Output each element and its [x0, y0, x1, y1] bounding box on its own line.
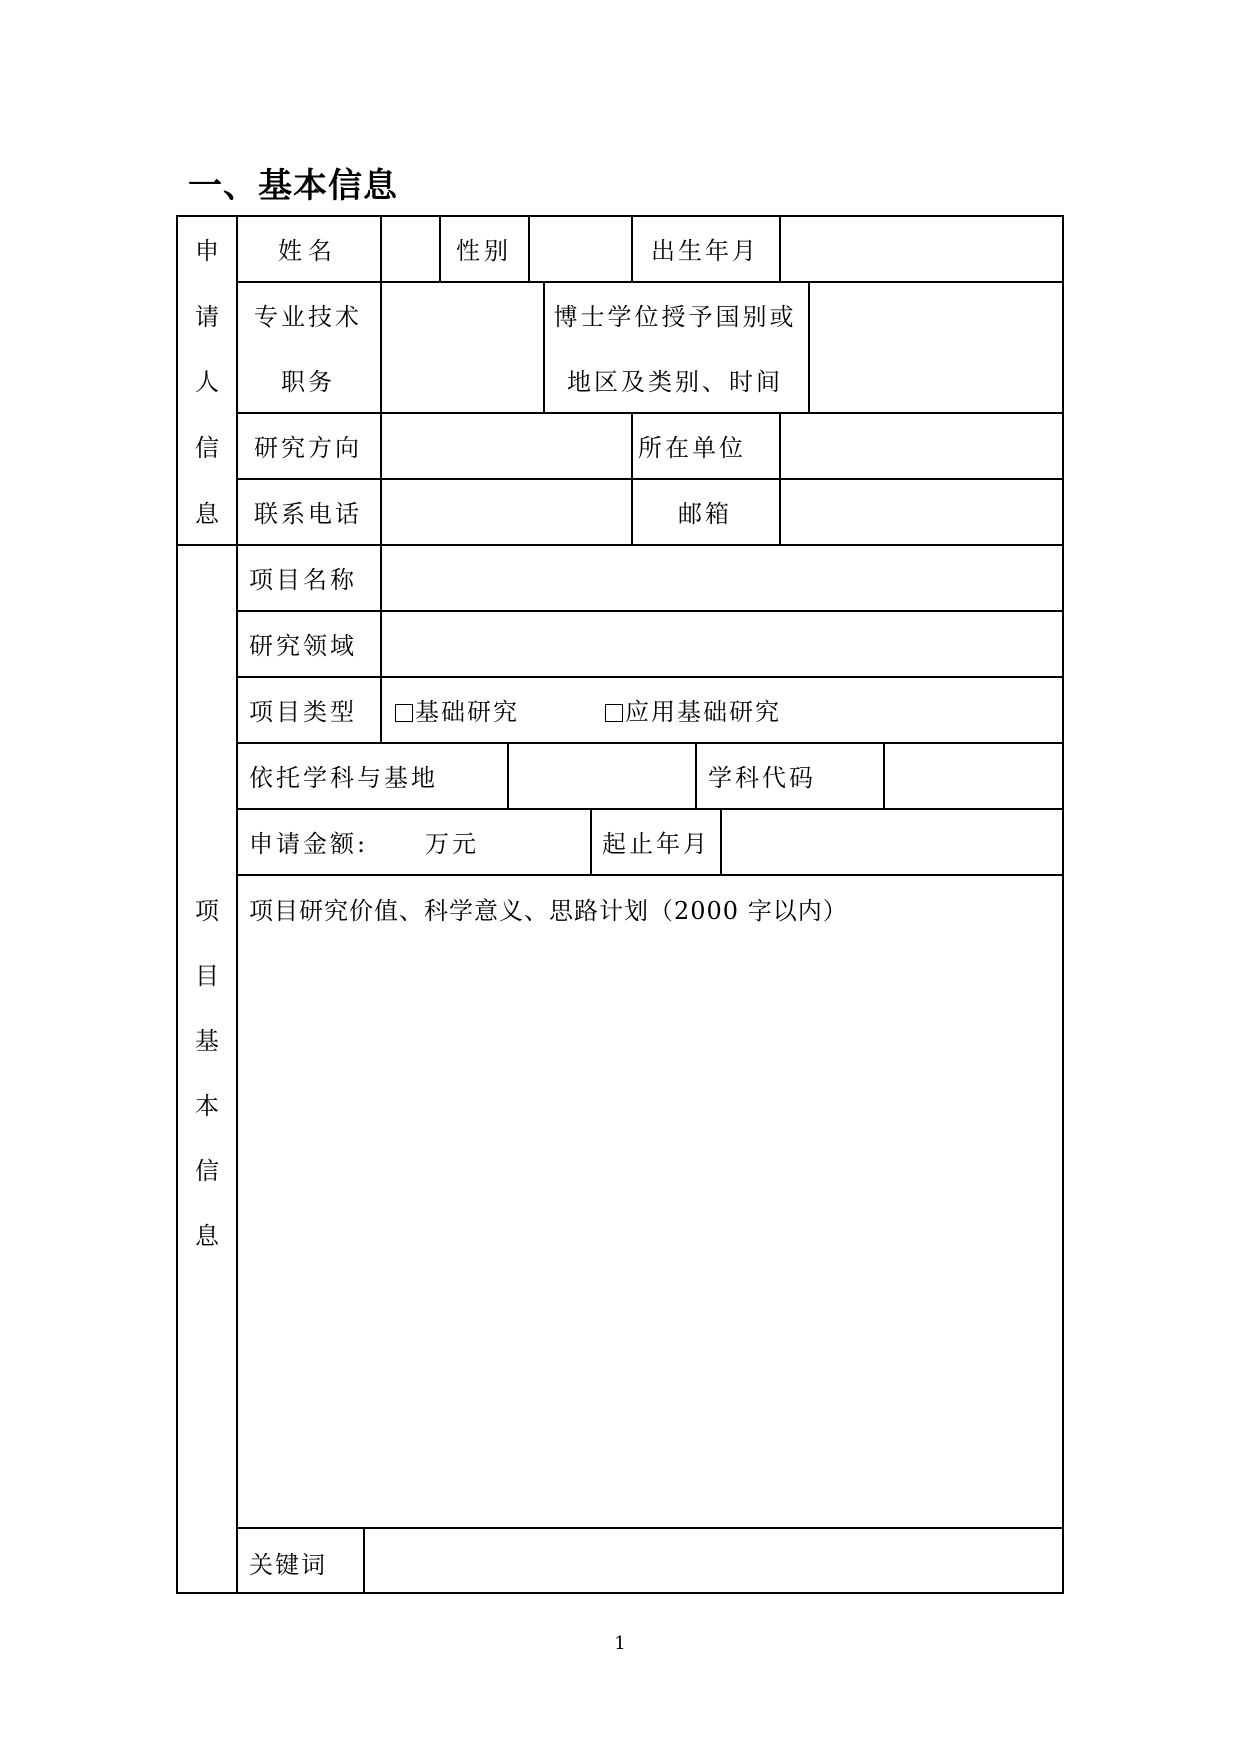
project-group-label-char: 信: [195, 1157, 219, 1185]
affiliation-field[interactable]: [781, 414, 1063, 477]
applicant-group-label-char: 申: [195, 237, 219, 265]
gender-label: 性别: [456, 237, 512, 265]
phone-field[interactable]: [382, 480, 630, 543]
name-label: 姓名: [278, 237, 338, 265]
affiliation-label: 所在单位: [638, 434, 746, 462]
discipline-code-field[interactable]: [885, 744, 1063, 807]
col-divider: [543, 281, 545, 412]
professional-title-field[interactable]: [382, 283, 542, 411]
phd-degree-field[interactable]: [810, 283, 1063, 411]
row-divider: [236, 676, 1064, 678]
row-divider: [236, 874, 1064, 876]
funding-unit-label: 万元: [425, 830, 479, 858]
keywords-label: 关键词: [249, 1551, 327, 1579]
research-direction-label: 研究方向: [254, 434, 362, 462]
discipline-code-label: 学科代码: [708, 764, 816, 792]
name-field[interactable]: [382, 219, 438, 281]
project-name-label: 项目名称: [249, 566, 357, 594]
col-divider: [631, 217, 633, 281]
funding-amount-label: 申请金额:: [249, 830, 369, 858]
phone-label: 联系电话: [254, 500, 362, 528]
col-divider: [590, 808, 592, 874]
applicant-group-label-char: 请: [195, 303, 219, 331]
col-divider: [695, 742, 697, 808]
col-divider: [631, 412, 633, 544]
professional-title-label: 专业技术: [254, 303, 362, 331]
project-period-field[interactable]: [722, 810, 1063, 873]
col-divider: [439, 217, 441, 281]
research-direction-field[interactable]: [382, 414, 630, 477]
phd-degree-label: 博士学位授予国别或: [553, 303, 797, 331]
email-field[interactable]: [781, 480, 1063, 543]
supporting-discipline-field[interactable]: [509, 744, 694, 807]
page-number: 1: [614, 1633, 626, 1654]
section-title: 一、基本信息: [188, 166, 398, 206]
research-field-field[interactable]: [382, 612, 1063, 675]
applied-research-checkbox[interactable]: [605, 704, 623, 722]
applicant-group-label-char: 信: [195, 434, 219, 462]
project-type-label: 项目类型: [249, 698, 357, 726]
keywords-field[interactable]: [365, 1529, 1063, 1593]
supporting-discipline-label: 依托学科与基地: [249, 764, 438, 792]
project-group-label-char: 项: [195, 897, 219, 925]
project-group-label-char: 目: [195, 962, 219, 990]
birth-date-label: 出生年月: [651, 237, 759, 265]
project-group-label-char: 息: [195, 1222, 219, 1250]
applicant-group-label-char: 人: [195, 368, 219, 396]
basic-research-checkbox[interactable]: [395, 704, 413, 722]
applied-research-option-label: 应用基础研究: [625, 698, 781, 726]
application-form-table: [176, 215, 1064, 1594]
type-applied-option[interactable]: [605, 700, 781, 724]
type-basic-option[interactable]: [395, 700, 519, 724]
applicant-group-label-char: 息: [195, 500, 219, 528]
project-group-label-char: 本: [195, 1092, 219, 1120]
professional-title-label-line2: 职务: [281, 368, 335, 396]
research-field-label: 研究领域: [249, 632, 357, 660]
email-label: 邮箱: [678, 500, 732, 528]
gender-field[interactable]: [530, 219, 630, 281]
research-plan-textarea[interactable]: [238, 937, 1063, 1525]
birth-date-field[interactable]: [781, 219, 1063, 281]
basic-research-option-label: 基础研究: [415, 698, 519, 726]
project-period-label: 起止年月: [602, 830, 710, 858]
project-name-field[interactable]: [382, 546, 1063, 609]
research-plan-label: 项目研究价值、科学意义、思路计划（2000 字以内）: [249, 897, 848, 925]
phd-degree-label-line2: 地区及类别、时间: [567, 368, 783, 396]
project-group-label-char: 基: [195, 1027, 219, 1055]
